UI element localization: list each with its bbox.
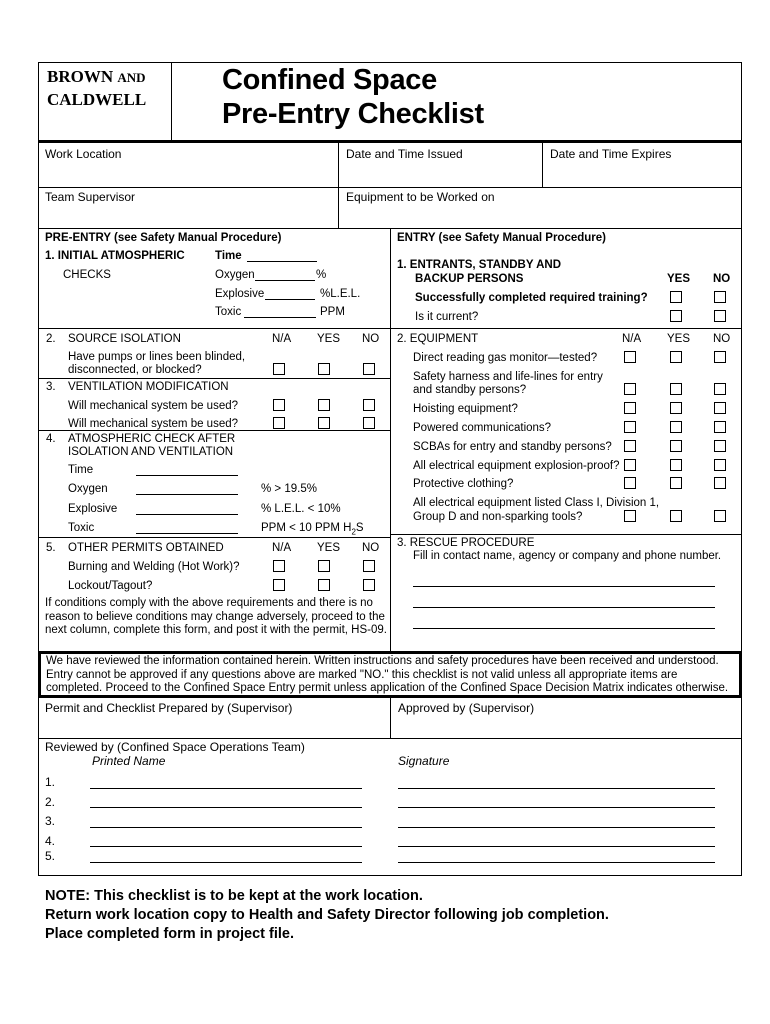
rescue-contact-input[interactable]: [413, 586, 715, 587]
checkbox-na[interactable]: [273, 560, 285, 572]
checkbox-no[interactable]: [714, 421, 726, 433]
question: Burning and Welding (Hot Work)?: [68, 561, 240, 573]
checkbox-na[interactable]: [624, 459, 636, 471]
signature-label: Signature: [398, 754, 450, 768]
toxic-input[interactable]: [244, 317, 316, 318]
col-no: NO: [713, 273, 731, 285]
checkbox-no[interactable]: [363, 579, 375, 591]
explosive-label: Explosive: [215, 288, 265, 300]
section-title: SOURCE ISOLATION: [68, 333, 181, 345]
divider: [38, 187, 742, 188]
row-number: 4.: [45, 834, 56, 848]
col-yes: YES: [667, 273, 691, 285]
col-yes: YES: [317, 542, 341, 554]
toxic-label: Toxic: [68, 522, 95, 534]
equipment-question: Powered communications?: [413, 422, 552, 434]
col-yes: YES: [317, 333, 341, 345]
pre-entry-heading: PRE-ENTRY (see Safety Manual Procedure): [45, 232, 282, 244]
signature-input[interactable]: [398, 827, 715, 828]
divider: [38, 328, 742, 329]
oxygen-label: Oxygen: [215, 269, 255, 281]
divider: [390, 228, 391, 652]
team-supervisor-field[interactable]: Team Supervisor: [45, 190, 136, 204]
oxygen-label: Oxygen: [68, 483, 108, 495]
col-no: NO: [362, 542, 380, 554]
checkbox-yes[interactable]: [670, 440, 682, 452]
section-number: 5.: [46, 542, 56, 554]
checkbox-yes[interactable]: [670, 510, 682, 522]
equipment-question: SCBAs for entry and standby persons?: [413, 441, 612, 453]
col-no: NO: [362, 333, 380, 345]
time-input[interactable]: [136, 475, 238, 476]
printed-name-input[interactable]: [90, 846, 362, 847]
instructions-paragraph: If conditions comply with the above requirements and there is no reason to believe conditions may change adversely, proceed to the next column, complete this form, and post it with the permit, HS-09.: [45, 597, 387, 636]
checkbox-na[interactable]: [624, 477, 636, 489]
checkbox-yes[interactable]: [318, 560, 330, 572]
section-title: BACKUP PERSONS: [415, 273, 524, 285]
checkbox-yes[interactable]: [670, 351, 682, 363]
equipment-question: and standby persons?: [413, 384, 527, 396]
checkbox-na[interactable]: [624, 383, 636, 395]
question: Have pumps or lines been blinded,: [68, 351, 246, 363]
col-na: N/A: [622, 333, 642, 345]
section-title: 1. ENTRANTS, STANDBY AND: [397, 259, 561, 271]
section-number: 2.: [46, 333, 56, 345]
section-title: OTHER PERMITS OBTAINED: [68, 542, 224, 554]
signature-input[interactable]: [398, 862, 715, 863]
checkbox-yes[interactable]: [670, 402, 682, 414]
note-line: Return work location copy to Health and Safety Director following job completion.: [45, 907, 609, 923]
checkbox-na[interactable]: [624, 351, 636, 363]
checkbox-yes[interactable]: [318, 363, 330, 375]
row-number: 5.: [45, 849, 56, 863]
checkbox-na[interactable]: [273, 399, 285, 411]
checkbox-no[interactable]: [714, 510, 726, 522]
checkbox-na[interactable]: [273, 363, 285, 375]
oxygen-input[interactable]: [136, 494, 238, 495]
divider: [38, 537, 390, 538]
subscript: 2: [351, 527, 356, 537]
rescue-contact-input[interactable]: [413, 628, 715, 629]
checkbox-no[interactable]: [363, 560, 375, 572]
divider: [38, 378, 390, 379]
col-yes: YES: [667, 333, 691, 345]
checkbox-no[interactable]: [714, 459, 726, 471]
divider: [338, 142, 339, 228]
section-number: 3.: [46, 381, 56, 393]
signature-input[interactable]: [398, 846, 715, 847]
checkbox-no[interactable]: [714, 477, 726, 489]
logo-text: CALDWELL: [47, 90, 147, 109]
section-title: CHECKS: [63, 269, 111, 281]
question: Will mechanical system be used?: [68, 400, 239, 412]
row-number: 1.: [45, 775, 56, 789]
divider: [171, 62, 172, 141]
printed-name-input[interactable]: [90, 827, 362, 828]
prepared-by-field[interactable]: Permit and Checklist Prepared by (Supervisor): [45, 701, 293, 715]
row-number: 2.: [45, 795, 56, 809]
rescue-contact-input[interactable]: [413, 607, 715, 608]
equipment-field[interactable]: Equipment to be Worked on: [346, 190, 495, 204]
toxic-input[interactable]: [136, 533, 238, 534]
printed-name-input[interactable]: [90, 807, 362, 808]
checkbox-na[interactable]: [624, 510, 636, 522]
requirement: % > 19.5%: [261, 483, 317, 495]
equipment-question: Group D and non-sparking tools?: [413, 511, 583, 523]
checkbox-yes[interactable]: [670, 459, 682, 471]
divider: [38, 140, 742, 143]
col-na: N/A: [272, 333, 292, 345]
page-title: Pre-Entry Checklist: [222, 98, 484, 130]
checkbox-yes[interactable]: [670, 310, 682, 322]
explosive-label: Explosive: [68, 503, 118, 515]
requirement-text: S: [355, 522, 364, 534]
question: Lockout/Tagout?: [68, 580, 153, 592]
equipment-question: All electrical equipment explosion-proof?: [413, 460, 620, 472]
company-logo: [47, 66, 146, 111]
checkbox-no[interactable]: [714, 310, 726, 322]
checkbox-na[interactable]: [273, 417, 285, 429]
checkbox-na[interactable]: [624, 440, 636, 452]
section-number: 4.: [46, 433, 56, 445]
checkbox-yes[interactable]: [670, 477, 682, 489]
checkbox-no[interactable]: [714, 383, 726, 395]
explosive-input[interactable]: [136, 514, 238, 515]
oxygen-input[interactable]: [255, 280, 315, 281]
printed-name-label: Printed Name: [92, 754, 166, 768]
checkbox-yes[interactable]: [318, 417, 330, 429]
logo-text: AND: [117, 70, 146, 85]
question: Is it current?: [415, 311, 479, 323]
checkbox-no[interactable]: [714, 351, 726, 363]
signature-input[interactable]: [398, 788, 715, 789]
work-location-field[interactable]: Work Location: [45, 147, 122, 161]
unit-label: %L.E.L.: [320, 288, 361, 300]
time-label: Time: [215, 250, 242, 262]
question: Successfully completed required training?: [415, 292, 648, 304]
row-number: 3.: [45, 814, 56, 828]
checkbox-no[interactable]: [714, 440, 726, 452]
checkbox-yes[interactable]: [318, 399, 330, 411]
note-line: NOTE: This checklist is to be kept at the work location.: [45, 888, 423, 904]
unit-label: %: [316, 269, 327, 281]
divider: [38, 738, 742, 739]
section-title: 2. EQUIPMENT: [397, 333, 479, 345]
divider: [38, 430, 390, 431]
checkbox-no[interactable]: [714, 402, 726, 414]
entry-heading: ENTRY (see Safety Manual Procedure): [397, 232, 606, 244]
date-issued-field[interactable]: Date and Time Issued: [346, 147, 463, 161]
checkbox-yes[interactable]: [318, 579, 330, 591]
checkbox-no[interactable]: [363, 417, 375, 429]
equipment-question: Protective clothing?: [413, 478, 514, 490]
col-na: N/A: [272, 542, 292, 554]
statement-box: We have reviewed the information contained herein. Written instructions and safety procedures have been received and understood. Entry cannot be approved if any questions above are marked "NO." this checklist is not valid unless all appropriate items are completed. Proceed to the Confined Space Entry permit unless application of the Confined Space Decision Matrix indicates otherwise.: [38, 651, 742, 698]
date-expires-field[interactable]: Date and Time Expires: [550, 147, 672, 161]
rescue-instructions: Fill in contact name, agency or company and phone number.: [413, 550, 722, 562]
note-line: Place completed form in project file.: [45, 926, 294, 942]
divider: [390, 534, 742, 535]
requirement-text: PPM < 10 PPM H: [261, 522, 352, 534]
page-title: Confined Space: [222, 64, 437, 96]
time-label: Time: [68, 464, 94, 476]
time-input[interactable]: [247, 261, 317, 262]
signature-input[interactable]: [398, 807, 715, 808]
equipment-question: Safety harness and life-lines for entry: [413, 371, 603, 383]
unit-label: PPM: [320, 306, 345, 318]
explosive-input[interactable]: [265, 299, 315, 300]
divider: [542, 142, 543, 187]
equipment-question: Direct reading gas monitor—tested?: [413, 352, 598, 364]
question: Will mechanical system be used?: [68, 418, 239, 430]
section-title: 1. INITIAL ATMOSPHERIC: [45, 250, 185, 262]
checkbox-yes[interactable]: [670, 291, 682, 303]
reviewed-by-label: Reviewed by (Confined Space Operations Team): [45, 740, 305, 754]
section-title: ATMOSPHERIC CHECK AFTER: [68, 433, 236, 445]
col-no: NO: [713, 333, 731, 345]
logo-text: BROWN: [47, 67, 114, 86]
checkbox-no[interactable]: [714, 291, 726, 303]
equipment-question: All electrical equipment listed Class I, Division 1,: [413, 497, 660, 509]
question: disconnected, or blocked?: [68, 364, 202, 376]
equipment-question: Hoisting equipment?: [413, 403, 518, 415]
checkbox-yes[interactable]: [670, 421, 682, 433]
printed-name-input[interactable]: [90, 862, 362, 863]
checkbox-na[interactable]: [624, 402, 636, 414]
divider: [390, 698, 391, 738]
section-title: 3. RESCUE PROCEDURE: [397, 537, 535, 549]
checkbox-yes[interactable]: [670, 383, 682, 395]
checkbox-no[interactable]: [363, 399, 375, 411]
checkbox-na[interactable]: [624, 421, 636, 433]
approved-by-field[interactable]: Approved by (Supervisor): [398, 701, 535, 715]
requirement: % L.E.L. < 10%: [261, 503, 341, 515]
checkbox-na[interactable]: [273, 579, 285, 591]
section-title: VENTILATION MODIFICATION: [68, 381, 229, 393]
printed-name-input[interactable]: [90, 788, 362, 789]
section-title: ISOLATION AND VENTILATION: [68, 446, 234, 458]
checkbox-no[interactable]: [363, 363, 375, 375]
toxic-label: Toxic: [215, 306, 242, 318]
